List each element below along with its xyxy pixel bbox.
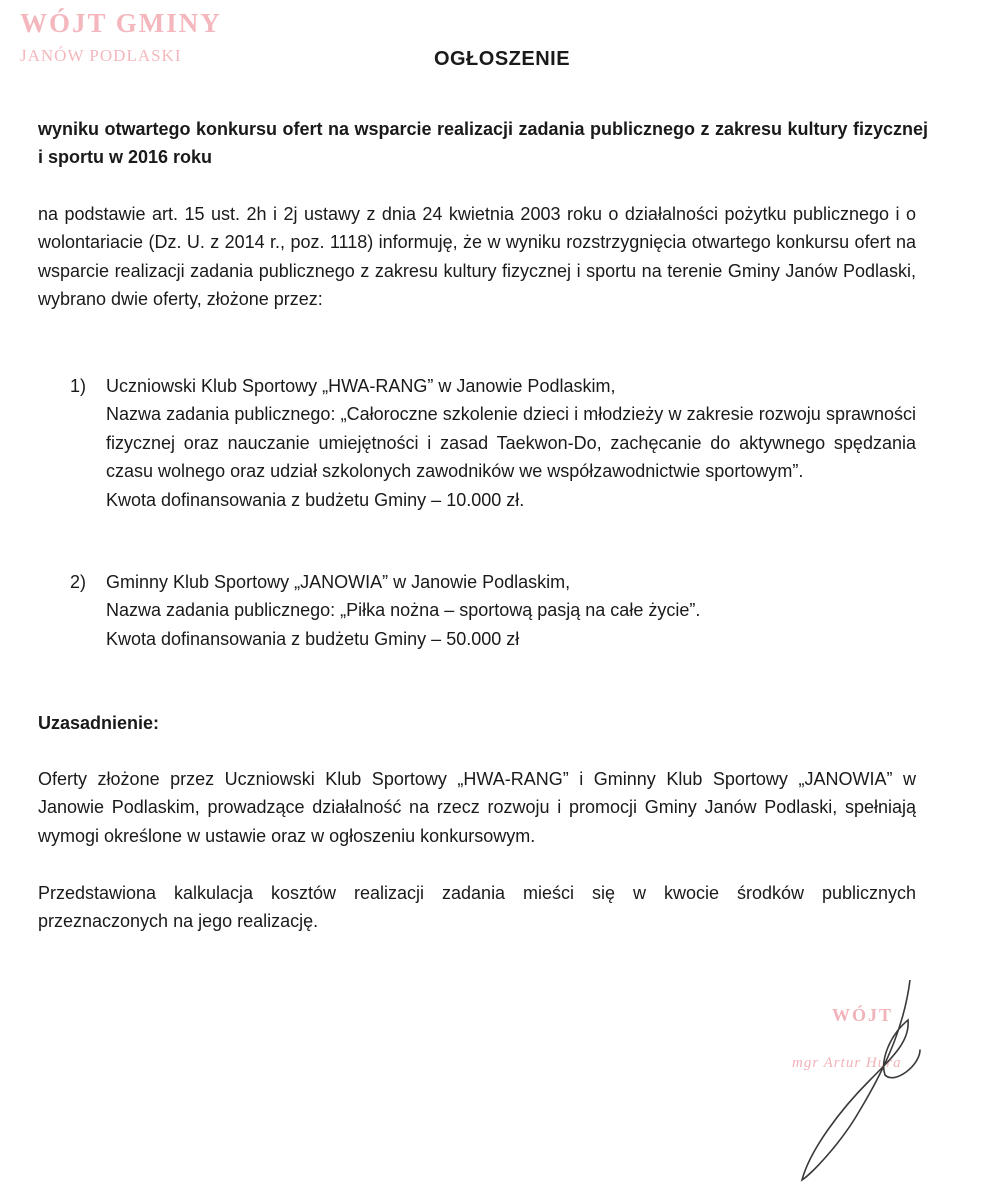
document-heading: wyniku otwartego konkursu ofert na wsparcie realizacji zadania publicznego z zakresu kultury fizycznej i sportu w 2016 roku [38,119,928,167]
offer-number: 1) [70,376,87,396]
stamp-line-2: JANÓW PODLASKI [20,46,182,65]
handwritten-signature [780,980,980,1190]
signature-block [780,980,980,1190]
offer-organization: Uczniowski Klub Sportowy „HWA-RANG” w Janowie Podlaskim, [106,376,616,396]
offer-item-2 [38,568,916,653]
justification-paragraph-1: Oferty złożone przez Uczniowski Klub Sportowy „HWA-RANG” i Gminny Klub Sportowy „JANOWIA” w Janowie Podlaskim, prowadzące działalność na rzecz rozwoju i promocji Gminy Janów Podlaski, spełniają wymogi określone w ustawie oraz w ogłoszeniu konkursowym. [38,769,916,846]
document-title: OGŁOSZENIE [433,48,571,70]
offer-number: 2) [70,572,87,592]
offer-task: Nazwa zadania publicznego: „Piłka nożna – sportową pasją na całe życie”. [106,600,701,621]
justification-title: Uzasadnienie: [38,713,160,733]
offer-amount: Kwota dofinansowania z budżetu Gminy – 50.000 zł [106,628,520,649]
offer-item-1 [38,372,916,514]
offer-organization: Gminny Klub Sportowy „JANOWIA” w Janowie Podlaskim, [106,572,571,592]
signature-stamp-title: WÓJT [832,1005,894,1025]
signature-stamp-name: mgr Artur Hura [792,1055,902,1071]
justification-paragraph-2: Przedstawiona kalkulacja kosztów realizacji zadania mieści się w kwocie środków publicznych przeznaczonych na jego realizację. [38,883,916,932]
offer-amount: Kwota dofinansowania z budżetu Gminy – 10.000 zł. [106,489,525,510]
offer-task: Nazwa zadania publicznego: „Całoroczne szkolenie dzieci i młodzieży w zakresie rozwoju sprawności fizycznej oraz nauczanie umiejętności i zasad Taekwon-Do, zachęcanie do aktywnego spędzania czasu wolnego oraz udział szkolonych zawodników we współzawodnictwie sportowym”. [106,404,916,482]
intro-paragraph: na podstawie art. 15 ust. 2h i 2j ustawy z dnia 24 kwietnia 2003 roku o działalności pożytku publicznego i o wolontariacie (Dz. U. z 2014 r., poz. 1118) informuję, że w wyniku rozstrzygnięcia otwartego konkursu ofert na wsparcie realizacji zadania publicznego z zakresu kultury fizycznej i sportu na terenie Gminy Janów Podlaski, wybrano dwie oferty, złożone przez: [38,204,916,310]
stamp-line-1: WÓJT GMINY [20,8,222,38]
